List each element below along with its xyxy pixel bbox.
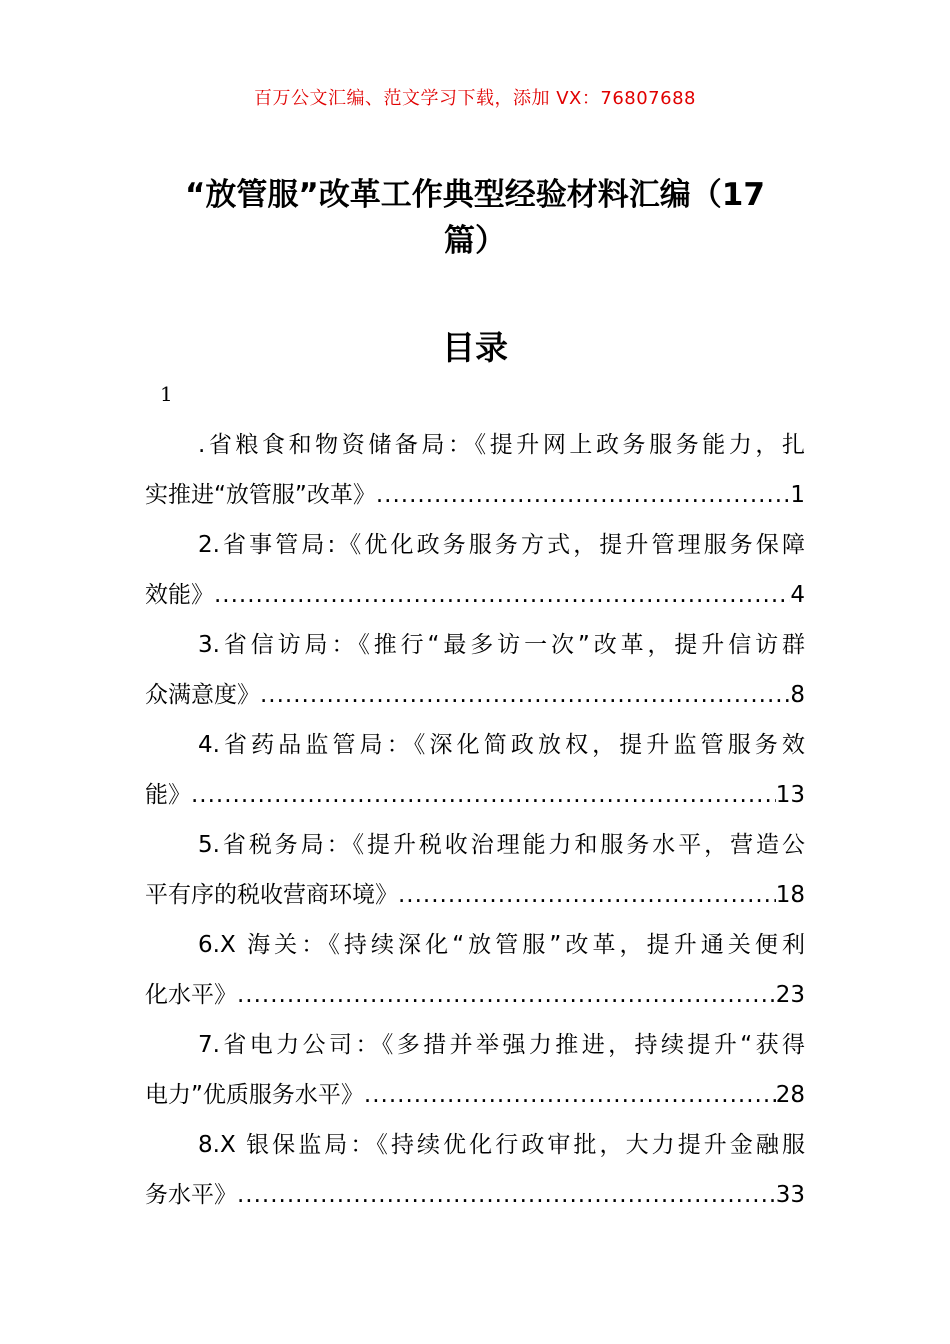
toc-entry[interactable] (145, 620, 805, 720)
toc-page-number: 8 (790, 682, 805, 708)
stray-number: 1 (160, 382, 173, 406)
toc-heading: 目录 (442, 328, 508, 367)
toc-entry-title-cont: 电力”优质服务水平》 (145, 1082, 364, 1108)
toc-entry-title-cont: 平有序的税收营商环境》 (145, 882, 398, 908)
toc-leader-dots (398, 870, 776, 920)
toc-entry-title-cont: 效能》 (145, 582, 214, 608)
toc-entry-title: 6.X 海关：《持续深化“放管服”改革，提升通关便利 (198, 932, 805, 958)
toc-page-number: 1 (790, 482, 805, 508)
toc-page-number: 28 (775, 1082, 805, 1108)
toc-leader-dots (237, 1170, 776, 1220)
toc-leader-dots (260, 670, 790, 720)
toc-entry-title-cont: 务水平》 (145, 1182, 237, 1208)
toc-leader-dots (214, 570, 790, 620)
title-line-1: “放管服”改革工作典型经验材料汇编（17 (185, 177, 765, 213)
toc-entry[interactable] (145, 420, 805, 520)
toc-entry[interactable] (145, 1120, 805, 1220)
toc-page-number: 18 (775, 882, 805, 908)
toc-entry-title: .省粮食和物资储备局：《提升网上政务服务能力，扎 (198, 432, 805, 458)
toc-entry-title-cont: 能》 (145, 782, 191, 808)
toc-entry[interactable] (145, 520, 805, 620)
toc-page-number: 13 (775, 782, 805, 808)
toc-entry-title: 2.省事管局:《优化政务服务方式，提升管理服务保障 (198, 532, 805, 558)
toc-entry[interactable] (145, 920, 805, 1020)
toc-leader-dots (364, 1070, 776, 1120)
toc-leader-dots (376, 470, 791, 520)
toc-entry[interactable] (145, 1020, 805, 1120)
toc-entry-title: 4.省药品监管局：《深化简政放权，提升监管服务效 (198, 732, 805, 758)
table-of-contents (145, 420, 805, 1220)
toc-page-number: 33 (775, 1182, 805, 1208)
toc-entry-title-cont: 众满意度》 (145, 682, 260, 708)
title-line-2: 篇） (444, 223, 506, 259)
toc-page-number: 4 (790, 582, 805, 608)
toc-entry[interactable] (145, 720, 805, 820)
toc-entry-title-cont: 实推进“放管服”改革》 (145, 482, 376, 508)
watermark-header: 百万公文汇编、范文学习下载，添加 VX：76807688 (254, 88, 696, 109)
toc-leader-dots (191, 770, 776, 820)
toc-entry-title: 5.省税务局：《提升税收治理能力和服务水平，营造公 (198, 832, 805, 858)
toc-leader-dots (237, 970, 776, 1020)
toc-entry[interactable] (145, 820, 805, 920)
toc-entry-title: 7.省电力公司：《多措并举强力推进，持续提升“获得 (198, 1032, 805, 1058)
toc-page-number: 23 (775, 982, 805, 1008)
toc-entry-title-cont: 化水平》 (145, 982, 237, 1008)
toc-entry-title: 8.X 银保监局：《持续优化行政审批，大力提升金融服 (198, 1132, 805, 1158)
toc-entry-title: 3.省信访局：《推行“最多访一次”改革，提升信访群 (198, 632, 805, 658)
document-title (140, 172, 810, 264)
